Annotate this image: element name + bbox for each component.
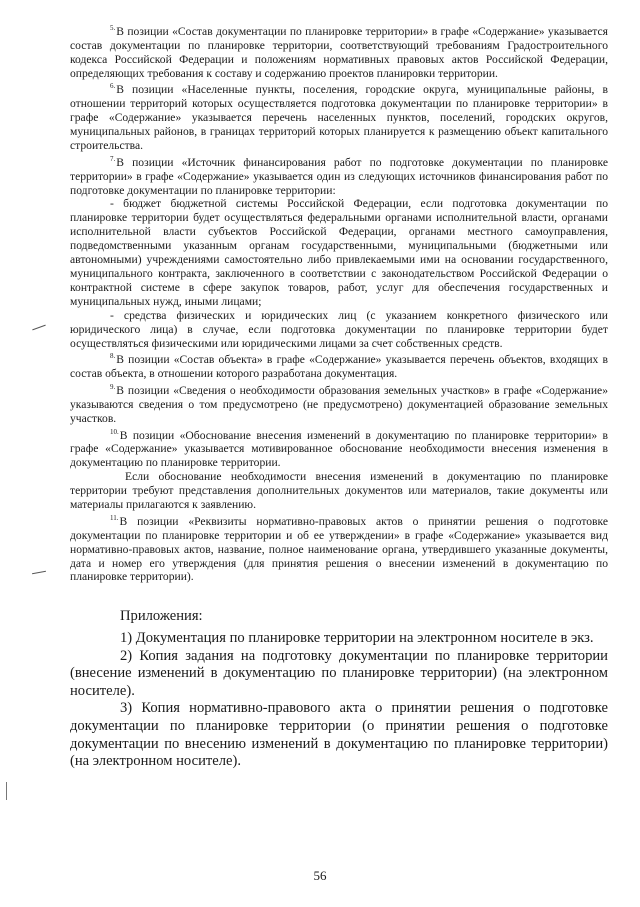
item-9 — [70, 381, 608, 426]
document-page — [70, 22, 608, 771]
item-text: В позиции «Обоснование внесения изменений в документацию по планировке территории» в графе «Содержание» указывается мотивированное обоснование необходимости внесения изменения в документацию по планировке территории. — [70, 428, 608, 470]
item-number: 10. — [110, 427, 119, 436]
item-11 — [70, 512, 608, 584]
scan-mark — [6, 782, 7, 800]
scan-mark — [32, 571, 46, 574]
item-text: В позиции «Населенные пункты, поселения, городские округа, муниципальные районы, в отношении территорий которых осуществляется подготовка документации по планировке территории» в графе «Содержание» указывается перечень населенных пунктов, поселений, городских округов, муниципальных районов, в границах территорий которых планируется к размещению объект капитального строительства. — [70, 83, 608, 152]
item-7 — [70, 153, 608, 198]
item-7-option-private — [70, 309, 608, 351]
item-6 — [70, 80, 608, 152]
item-text: В позиции «Сведения о необходимости образования земельных участков» в графе «Содержание» указываются сведения о том предусмотрено (не предусмотрено) документацией образование земельных участков. — [70, 383, 608, 425]
item-10-note — [70, 470, 608, 512]
item-10 — [70, 426, 608, 471]
item-text: В позиции «Источник финансирования работ по подготовке документации по планировке территории» в графе «Содержание» указывается один из следующих источников финансирования работ по подготовке документации по планировке территории: — [70, 155, 608, 197]
item-number: 7. — [110, 154, 116, 163]
attachments-section — [70, 608, 608, 770]
attachments-heading: Приложения: — [120, 608, 203, 625]
attachment-item: 3) Копия нормативно-правового акта о принятии решения о подготовке документации по планировке территории (о принятии решения о подготовке документации по внесению изменений в документацию по планировке территории) (на электронном носителе). — [70, 700, 608, 770]
item-8 — [70, 350, 608, 381]
item-7-option-budget — [70, 197, 608, 308]
item-text: Если обоснование необходимости внесения изменений в документацию по планировке территории требуют представления дополнительных документов или материалов, такие документы или материалы прилагаются к заявлению. — [70, 470, 608, 512]
item-5 — [70, 22, 608, 80]
item-number: 8. — [110, 352, 116, 361]
scan-mark — [32, 325, 45, 331]
item-number: 11. — [110, 513, 119, 522]
item-text: - средства физических и юридических лиц (с указанием конкретного физического или юридического лица) в случае, если подготовка документации по планировке территории будет осуществляться физическими или юридическими лицами за счет собственных средств. — [70, 308, 608, 350]
item-number: 5. — [110, 24, 116, 32]
item-text: В позиции «Состав объекта» в графе «Содержание» указывается перечень объектов, входящих в состав объекта, в отношении которого разработана документация. — [70, 353, 608, 381]
instructions-section — [70, 22, 608, 584]
item-text: В позиции «Реквизиты нормативно-правовых актов о принятии решения о подготовке документации по планировке территории и об ее утверждении» в графе «Содержание» указывается вид нормативно-правовых актов, название, полное наименование органа, утвердившего указанные документы, дата и номер его утверждения (для принятия решения о внесении изменений в документацию по планировке территории). — [70, 514, 608, 584]
attachment-item: 2) Копия задания на подготовку документации по планировке территории (внесение изменений в документацию по планировке территории) (на электронном носителе). — [70, 647, 608, 699]
item-text: В позиции «Состав документации по планировке территории» в графе «Содержание» указывается состав документации по планировке территории, соответствующий требованиям Градостроительного кодекса Российской Федерации и положениям нормативных правовых актов Российской Федерации, определяющих требования к составу и содержанию проектов планировки территории. — [70, 24, 608, 80]
item-text: - бюджет бюджетной системы Российской Федерации, если подготовка документации по планировке территории будет осуществляться федеральными органами исполнительной власти, органами исполнительной власти субъектов Российской Федерации, органами местного самоуправления, подведомственными указанным органам государственными, муниципальными (бюджетными или автономными) учреждениями самостоятельно либо привлекаемыми ими на основании государственного, муниципального контракта, заключенного в соответствии с законодательством Российской Федерации о контрактной системе в сфере закупок товаров, работ, услуг для обеспечения государственных и муниципальных нужд, иными лицами; — [70, 197, 608, 308]
item-number: 9. — [110, 383, 116, 392]
item-number: 6. — [110, 82, 116, 91]
page-number: 56 — [313, 868, 327, 883]
attachment-item: 1) Документация по планировке территории на электронном носителе в экз. — [120, 629, 594, 646]
